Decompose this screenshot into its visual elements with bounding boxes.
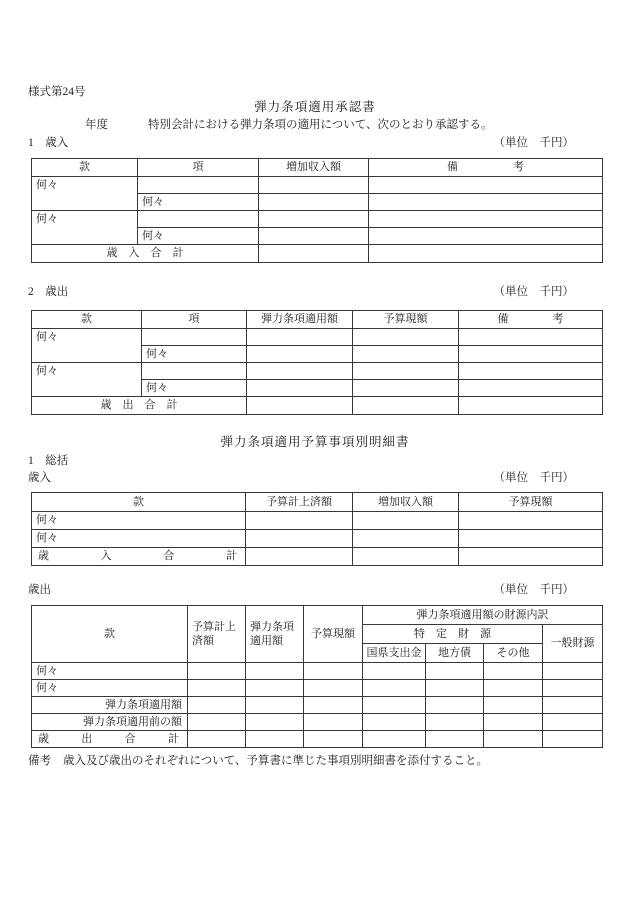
expenditure-kan-2: 何々 [32,363,142,397]
table-row [32,663,603,680]
expenditure-table [31,310,603,415]
account-blank [108,127,148,128]
expenditure-header-row [32,311,603,329]
budgeted-line-2: 済額 [192,635,214,647]
applied-row-label: 弾力条項適用額 [32,697,188,714]
detail-expenditure-total-label [32,731,188,748]
empty-cell [426,663,484,680]
empty-cell [353,363,459,380]
detail-revenue-col-budgeted: 予算計上済額 [246,493,353,512]
revenue-col-note: 備 考 [369,159,603,177]
empty-cell [188,731,246,748]
budgeted-line-1: 予算計上 [192,621,236,633]
detail-expenditure-total-row [32,731,603,748]
empty-cell [259,245,369,263]
total-label-justified [35,732,184,747]
remark-line [28,754,488,768]
total-char: 合 [163,550,175,562]
empty-cell [459,512,603,530]
national-subsidy-col: 国県支出金 [363,644,426,663]
approval-title: 弾力条項適用承認書 [254,100,376,114]
expenditure-kou-2: 何々 [142,380,247,397]
empty-cell [484,714,543,731]
applied-line-2: 適用額 [250,635,283,647]
detail-revenue-row-1: 何々 [32,512,246,530]
revenue-section-label: 1 歳入 [28,137,69,149]
detail-revenue-row-2: 何々 [32,530,246,548]
empty-cell [543,731,603,748]
empty-cell [188,680,246,697]
source-breakdown-group: 弾力条項適用額の財源内訳 [363,606,603,625]
detail-revenue-table [31,492,603,566]
expenditure-kou-1: 何々 [142,346,247,363]
empty-cell [353,346,459,363]
detail-revenue-col-increase: 増加収入額 [353,493,459,512]
intro-year-label: 年度 [85,119,108,131]
detail-revenue-total-row [32,548,603,566]
total-char: 出 [81,732,93,745]
revenue-kou-1: 何々 [138,194,259,211]
detail-revenue-section-row [28,471,602,485]
revenue-kan-1: 何々 [32,177,138,211]
other-source-col: その他 [484,644,543,663]
detail-expenditure-section-row [28,583,602,597]
empty-cell [246,697,304,714]
revenue-kan-2: 何々 [32,211,138,245]
total-char: 合 [124,732,136,745]
empty-cell [188,714,246,731]
applied-amount-row [32,697,603,714]
revenue-total-label: 歳 入 合 計 [32,245,259,263]
empty-cell [246,663,304,680]
empty-cell [246,731,304,748]
empty-cell [246,714,304,731]
detail-expenditure-col-budgeted [188,606,246,663]
unit-note: （単位 千円） [493,472,574,484]
empty-cell [353,329,459,346]
detail-revenue-total-label [32,548,246,566]
empty-cell [246,512,353,530]
total-label-justified [35,549,242,564]
before-row-label: 弾力条項適用前の額 [32,714,188,731]
expenditure-total-row [32,397,603,415]
empty-cell [484,697,543,714]
empty-cell [369,228,603,245]
remark-gap [51,763,63,764]
empty-cell [459,530,603,548]
empty-cell [484,663,543,680]
table-row [32,329,603,346]
empty-cell [426,697,484,714]
detail-revenue-col-current: 予算現額 [459,493,603,512]
empty-cell [369,211,603,228]
empty-cell [543,714,603,731]
table-row [32,211,603,228]
empty-cell [369,177,603,194]
detail-expenditure-row-2: 何々 [32,680,188,697]
unit-note: （単位 千円） [493,137,574,149]
unit-note: （単位 千円） [493,584,574,596]
empty-cell [304,697,363,714]
revenue-col-kou: 項 [138,159,259,177]
year-blank [28,127,85,128]
specific-source-group: 特 定 財 源 [363,625,543,644]
empty-cell [304,731,363,748]
empty-cell [353,530,459,548]
expenditure-total-label: 歳 出 合 計 [32,397,247,415]
empty-cell [188,697,246,714]
empty-cell [426,731,484,748]
empty-cell [247,329,353,346]
table-row [32,512,603,530]
empty-cell [246,530,353,548]
expenditure-kan-1: 何々 [32,329,142,363]
form-number: 様式第24号 [28,86,86,98]
detail-expenditure-col-applied [246,606,304,663]
total-char: 歳 [38,732,49,745]
empty-cell [363,663,426,680]
expenditure-col-applied: 弾力条項適用額 [247,311,353,329]
expenditure-col-kou: 項 [142,311,247,329]
total-char: 歳 [38,550,49,562]
empty-cell [363,714,426,731]
empty-cell [459,380,603,397]
intro-line [28,118,493,132]
empty-cell [247,346,353,363]
summary-label: 1 総括 [28,455,69,467]
unit-note: （単位 千円） [493,286,574,298]
total-char: 計 [225,550,237,562]
empty-cell [246,548,353,566]
detail-revenue-col-kan: 款 [32,493,246,512]
empty-cell [142,329,247,346]
expenditure-col-note: 備 考 [459,311,603,329]
revenue-section-row [28,136,602,150]
detail-expenditure-header-row-1 [32,606,603,625]
empty-cell [353,512,459,530]
empty-cell [459,329,603,346]
detail-revenue-label: 歳入 [28,472,51,484]
total-char: 計 [167,732,179,745]
detail-expenditure-label: 歳出 [28,584,51,596]
empty-cell [353,397,459,415]
table-row [32,177,603,194]
empty-cell [304,714,363,731]
empty-cell [426,680,484,697]
empty-cell [459,397,603,415]
empty-cell [247,397,353,415]
detail-expenditure-row-1: 何々 [32,663,188,680]
empty-cell [247,380,353,397]
detail-expenditure-table [31,605,603,748]
before-applied-row [32,714,603,731]
empty-cell [142,363,247,380]
remark-text: 歳入及び歳出のそれぞれについて、予算書に準じた事項別明細書を添付すること。 [63,755,489,767]
expenditure-section-label: 2 歳出 [28,286,69,298]
expenditure-section-row [28,285,602,299]
empty-cell [353,380,459,397]
expenditure-col-current: 予算現額 [353,311,459,329]
intro-body: 特別会計における弾力条項の適用について、次のとおり承認する。 [148,119,493,131]
empty-cell [259,211,369,228]
detail-expenditure-col-current: 予算現額 [304,606,363,663]
empty-cell [353,548,459,566]
empty-cell [543,697,603,714]
table-row [32,680,603,697]
revenue-table [31,158,603,263]
local-bond-col: 地方債 [426,644,484,663]
empty-cell [138,177,259,194]
empty-cell [484,731,543,748]
empty-cell [369,245,603,263]
table-row [32,363,603,380]
empty-cell [369,194,603,211]
empty-cell [543,663,603,680]
empty-cell [426,714,484,731]
remark-label: 備考 [28,755,51,767]
empty-cell [459,548,603,566]
expenditure-col-kan: 款 [32,311,142,329]
empty-cell [459,346,603,363]
table-row [32,530,603,548]
general-source-col: 一般財源 [543,625,603,663]
empty-cell [363,697,426,714]
empty-cell [304,680,363,697]
empty-cell [246,680,304,697]
empty-cell [304,663,363,680]
empty-cell [363,680,426,697]
revenue-col-amount: 増加収入額 [259,159,369,177]
empty-cell [247,363,353,380]
detail-title: 弾力条項適用予算事項別明細書 [220,435,410,449]
empty-cell [188,663,246,680]
revenue-header-row [32,159,603,177]
empty-cell [459,363,603,380]
detail-expenditure-col-kan: 款 [32,606,188,663]
empty-cell [363,731,426,748]
empty-cell [259,228,369,245]
detail-revenue-header-row [32,493,603,512]
revenue-total-row [32,245,603,263]
empty-cell [138,211,259,228]
empty-cell [259,194,369,211]
empty-cell [543,680,603,697]
revenue-col-kan: 款 [32,159,138,177]
empty-cell [259,177,369,194]
applied-line-1: 弾力条項 [250,621,294,633]
revenue-kou-2: 何々 [138,228,259,245]
empty-cell [484,680,543,697]
total-char: 入 [100,550,112,562]
